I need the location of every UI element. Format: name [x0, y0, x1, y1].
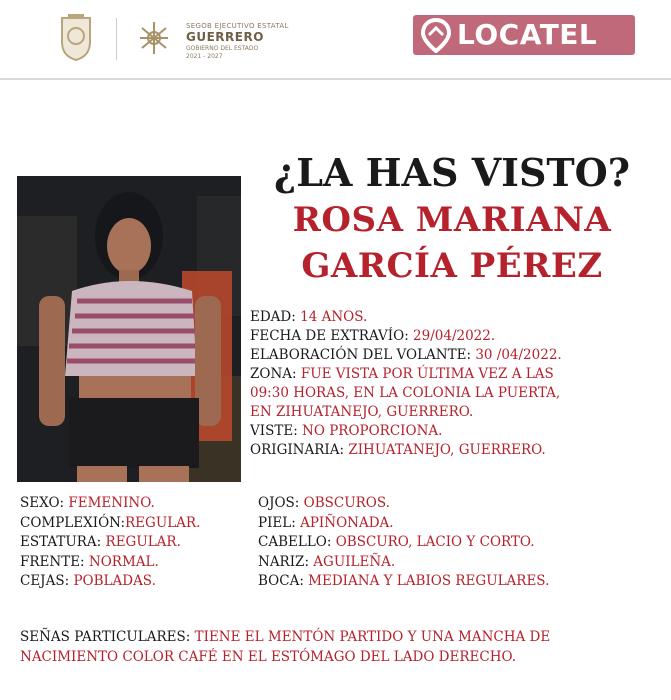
header-bar	[0, 0, 671, 78]
senas-label: SEÑAS PARTICULARES:	[20, 629, 191, 645]
feature-label: CABELLO:	[258, 534, 332, 550]
senas-line2: NACIMIENTO COLOR CAFÉ EN EL ESTÓMAGO DEL LADO DERECHO.	[20, 648, 517, 665]
info-fecha	[250, 327, 660, 346]
zona-value-line2: 09:30 HORAS, EN LA COLONIA LA PUERTA,	[250, 385, 561, 401]
viste-value: NO PROPORCIONA.	[302, 423, 443, 439]
feature-label: COMPLEXIÓN:	[20, 514, 126, 531]
zona-value-line1: FUE VISTA POR ÚLTIMA VEZ A LAS	[300, 366, 554, 382]
page-title: ¿LA HAS VISTO?	[273, 150, 631, 195]
locatel-label: LOCATEL	[457, 18, 598, 51]
feature-value: APIÑONADA.	[300, 514, 394, 531]
feature-label: NARIZ:	[258, 553, 309, 570]
feature-label: ESTATURA:	[20, 534, 102, 550]
distinguishing-marks	[20, 628, 660, 667]
feature-value: NORMAL.	[88, 553, 159, 570]
feature-nariz	[258, 553, 658, 573]
feature-value: OBSCURO, LACIO Y CORTO.	[335, 534, 535, 550]
feature-estatura	[20, 533, 260, 553]
feature-frente	[20, 553, 260, 573]
feature-label: BOCA:	[258, 573, 304, 589]
feature-cabello	[258, 533, 658, 553]
gov-small-text: SEGOB EJECUTIVO ESTATAL	[186, 22, 289, 30]
fecha-value: 29/04/2022.	[413, 328, 496, 344]
locatel-logo	[413, 15, 635, 55]
elaboracion-value: 30 /04/2022.	[475, 347, 562, 363]
viste-label: VISTE:	[250, 423, 298, 439]
location-pin-icon	[418, 17, 454, 53]
feature-value: MEDIANA Y LABIOS REGULARES.	[308, 573, 550, 589]
info-edad	[250, 308, 660, 327]
senas-line1-row	[20, 628, 660, 648]
missing-person-photo	[17, 176, 241, 482]
senas-line1: TIENE EL MENTÓN PARTIDO Y UNA MANCHA DE	[194, 629, 551, 645]
guerrero-emblem-icon	[132, 16, 176, 60]
feature-label: CEJAS:	[20, 573, 70, 589]
originaria-label: ORIGINARIA:	[250, 442, 345, 458]
feature-complexion	[20, 514, 260, 534]
feature-value: POBLADAS.	[73, 573, 156, 589]
info-zona	[250, 365, 660, 384]
gov-sub2-text: 2021 - 2027	[186, 53, 223, 60]
feature-label: PIEL:	[258, 514, 296, 531]
features-right	[258, 494, 658, 592]
header-separator	[116, 18, 117, 60]
case-info	[250, 308, 660, 460]
government-wordmark	[186, 22, 296, 60]
feature-piel	[258, 514, 658, 534]
zona-label: ZONA:	[250, 366, 297, 382]
feature-value: OBSCUROS.	[303, 495, 390, 511]
originaria-value: ZIHUATANEJO, GUERRERO.	[348, 442, 546, 458]
feature-ojos	[258, 494, 658, 514]
person-name-line1: ROSA MARIANA	[292, 200, 612, 240]
feature-label: SEXO:	[20, 495, 65, 511]
feature-label: OJOS:	[258, 495, 300, 511]
gov-sub-text: GOBIERNO DEL ESTADO	[186, 45, 259, 52]
info-originaria	[250, 441, 660, 460]
info-elaboracion	[250, 346, 660, 365]
feature-label: FRENTE:	[20, 553, 85, 570]
info-viste	[250, 422, 660, 441]
fecha-label: FECHA DE EXTRAVÍO:	[250, 328, 409, 344]
feature-value: AGUILEÑA.	[313, 553, 396, 570]
edad-label: EDAD:	[250, 309, 296, 325]
feature-cejas	[20, 572, 260, 592]
feature-sexo	[20, 494, 260, 514]
person-name-line2: GARCÍA PÉREZ	[301, 246, 603, 286]
gov-name: GUERRERO	[186, 30, 264, 44]
photo-illustration	[17, 176, 241, 482]
elaboracion-label: ELABORACIÓN DEL VOLANTE:	[250, 347, 472, 363]
feature-value: REGULAR.	[125, 514, 201, 531]
state-seal-icon	[58, 12, 94, 62]
header-divider	[0, 78, 671, 80]
features-left	[20, 494, 260, 592]
feature-value: REGULAR.	[105, 534, 181, 550]
feature-boca	[258, 572, 658, 592]
zona-value-line3: EN ZIHUATANEJO, GUERRERO.	[250, 404, 474, 420]
feature-value: FEMENINO.	[68, 495, 155, 511]
edad-value: 14 ANOS.	[300, 309, 368, 325]
